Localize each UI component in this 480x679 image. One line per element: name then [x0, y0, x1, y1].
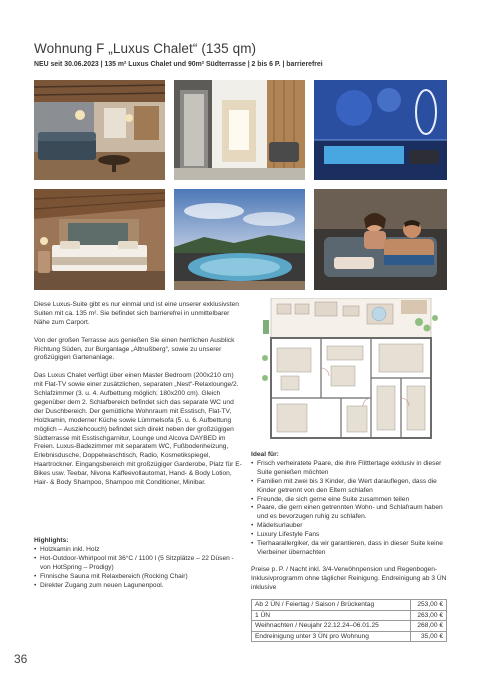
price-label: Endreinigung unter 3 ÜN pro Wohnung — [252, 631, 411, 642]
floor-plan — [251, 298, 447, 441]
list-item: • Holzkamin inkl. Holz — [34, 546, 242, 555]
page-title: Wohnung F „Luxus Chalet“ (135 qm) — [34, 41, 257, 56]
description — [34, 301, 242, 497]
table-row — [252, 631, 447, 642]
price-value: 253,00 € — [411, 600, 447, 611]
description-details: Das Luxus Chalet verfügt über einen Master Bedroom (200x210 cm) mit Flat-TV sowie einer zusätzlichen, separaten „Nest“-Relaxlounge/2. Schlafzimmer (3. u. 4. Aufbettung möglich; 180x200 cm). Gleich gegenüber dem 2. Schlafbereich befindet sich das separate WC und der Duschbereich. Der gemütliche Wohnraum mit Esstisch, Flat-TV, Holzkamin, moderner Küche sowie Lümmelsofa (5. u. 6. Aufbettung möglich – Ausziehcouch) befindet sich direkt neben der großzügigen Südterrasse mit Esstischgarnitur, Lounge und Alcova DAYBED im Freien. Luxus-Badezimmer mit separatem WC, Fußbodenheizung, Erlebnisdusche, Doppelwaschtisch, Radio, Kosmetikspiegel, Haartrockner. Eingangsbereich mit großzügiger Garderobe, Platz für E-Bikes usw. Teebar, Nivona Kaffeevollautomat, Hand- & Body Lotion, Hair- & Body Shampoo, Shampoo mit Conditioner, Minibar. — [34, 372, 242, 487]
highlights-title: Highlights: — [34, 537, 69, 544]
highlights — [34, 537, 242, 590]
list-item: • Luxury Lifestyle Fans — [251, 531, 451, 540]
ideal-for — [251, 451, 451, 593]
price-value: 263,00 € — [411, 610, 447, 621]
list-item: • Direkter Zugang zum neuen Lagunenpool. — [34, 582, 242, 591]
price-value: 268,00 € — [411, 621, 447, 632]
description-terrace: Von der großen Terrasse aus genießen Sie einen herrlichen Ausblick Richtung Süden, zur Burganlage „Altnußberg“, sowie zu unserer großzügigen Gartenanlage. — [34, 336, 235, 362]
price-table — [251, 599, 447, 642]
photo-sauna-corridor — [174, 80, 305, 180]
photo-bedroom — [34, 189, 165, 290]
ideal-list — [251, 460, 451, 558]
photo-couple-relaxing — [314, 189, 447, 290]
list-item: • Freunde, die sich gerne eine Suite zusammen teilen — [251, 496, 451, 505]
list-item: • Tierhaarallergiker, da wir garantieren, dass in dieser Suite keine Vierbeiner übernachten — [251, 540, 451, 558]
table-row — [252, 600, 447, 611]
list-item: • Mädelsurlauber — [251, 522, 451, 531]
photo-pool-blue — [314, 80, 447, 180]
list-item: • Paare, die gern einen getrennten Wohn- und Schlafraum haben und es bevorzugen ruhig zu schlafen. — [251, 504, 451, 522]
page-subtitle: NEU seit 30.06.2023 | 135 m² Luxus Chalet und 90m² Südterrasse | 2 bis 6 P. | barrierefrei — [34, 61, 323, 68]
photo-outdoor-whirlpool — [174, 189, 305, 290]
price-value: 35,00 € — [411, 631, 447, 642]
table-row — [252, 621, 447, 632]
photo-living-room — [34, 80, 165, 180]
page-number: 36 — [14, 652, 28, 666]
prices-note: Preise p. P. / Nacht inkl. 3/4-Verwöhnpension und Regenbogen-Inklusivprogramm ohne täglicher Reinigung. Endreinigung ab 3 ÜN inklusive — [251, 565, 447, 591]
description-intro: Diese Luxus-Suite gibt es nur einmal und ist eine unserer exklusivsten Suiten mit ca. 135 m². Sie befindet sich barrierefrei in unmittelbarer Nähe zum Carport. — [34, 301, 239, 326]
price-label: 1 ÜN — [252, 610, 411, 621]
list-item: • Finnische Sauna mit Relaxbereich (Rocking Chair) — [34, 573, 242, 582]
ideal-title: Ideal für: — [251, 451, 279, 458]
table-row — [252, 610, 447, 621]
highlights-list — [34, 546, 242, 591]
price-label: Ab 2 ÜN / Feiertag / Saison / Brückentag — [252, 600, 411, 611]
list-item: • Hot-Outdoor-Whirlpool mit 36°C / 1100 l (5 Sitzplätze – 22 Düsen - von HotSpring – Prodigy) — [34, 555, 242, 573]
price-label: Weihnachten / Neujahr 22.12.24–06.01.25 — [252, 621, 411, 632]
list-item: • Frisch verheiratete Paare, die ihre Flitttertage exklusiv in dieser Suite genießen möchten — [251, 460, 451, 478]
list-item: • Familien mit zwei bis 3 Kinder, die Wert darauflegen, dass die Kinder getrennt von den Eltern schlafen — [251, 478, 451, 496]
